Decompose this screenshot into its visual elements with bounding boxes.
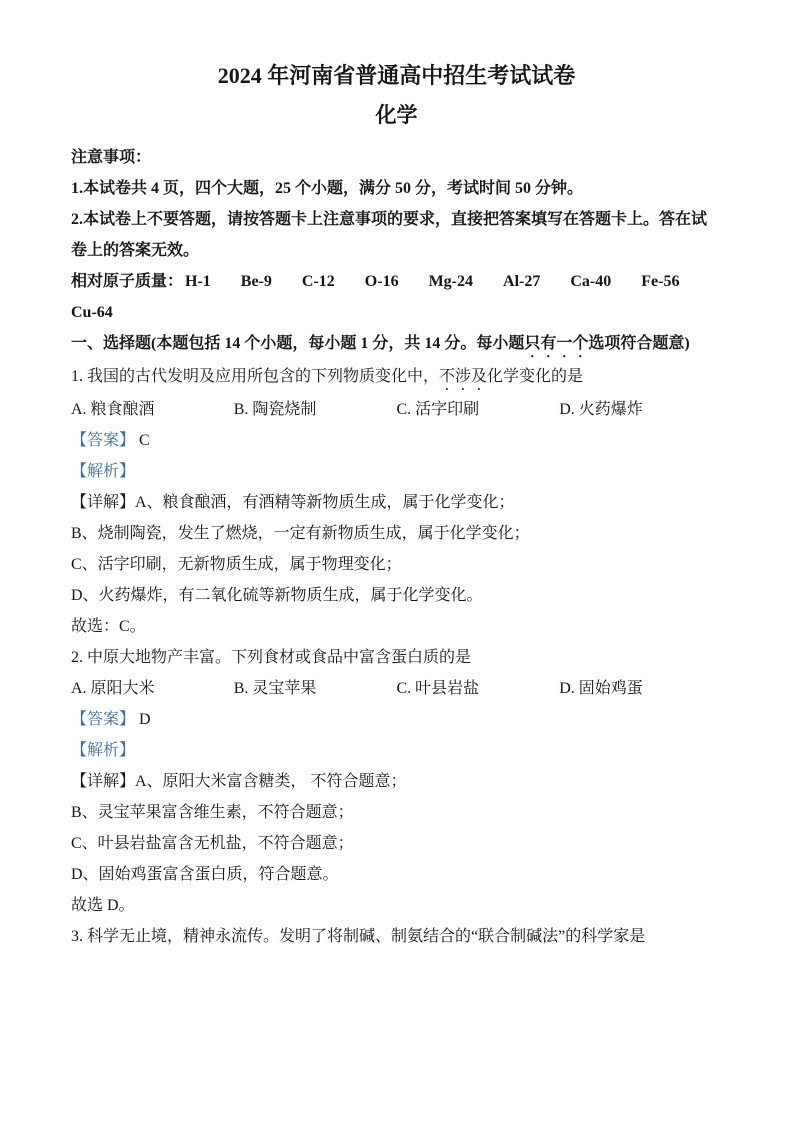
question-2-detail-line: 【详解】A、原阳大米富含糖类， 不符合题意； (71, 773, 407, 790)
question-1-option-c: C. 活字印刷 (396, 401, 480, 418)
question-1-detail-line: 【详解】A、粮食酿酒，有酒精等新物质生成，属于化学变化； (71, 494, 515, 511)
question-2-answer-value: D (139, 711, 151, 728)
question-1-detail-line: B、烧制陶瓷，发生了燃烧，一定有新物质生成，属于化学变化； (71, 525, 530, 542)
atomic-mass-value: Mg-24 (428, 273, 474, 290)
question-2-detail-line: C、叶县岩盐富含无机盐，不符合题意； (71, 835, 354, 852)
question-2-option-d: D. 固始鸡蛋 (559, 680, 643, 697)
answer-marker: 【答案】 (71, 711, 136, 728)
question-1-detail-line: D、火药爆炸，有二氧化硫等新物质生成，属于化学变化。 (71, 587, 483, 604)
question-2-answer-line (71, 704, 722, 735)
question-2-option-a: A. 原阳大米 (71, 680, 155, 697)
atomic-mass-value: O-16 (364, 273, 399, 290)
exam-title: 2024 年河南省普通高中招生考试试卷 (217, 63, 576, 88)
atomic-mass-row (71, 266, 722, 297)
question-2-conclusion: 故选 D。 (71, 897, 135, 914)
question-1-stem-emphasized: 不涉及 (439, 368, 488, 385)
atomic-mass-value: Al-27 (503, 273, 541, 290)
atomic-mass-value: Be-9 (240, 273, 272, 290)
section-header-prefix: 一、选择题(本题包括 14 个小题，每小题 1 分，共 14 分。每小题 (71, 335, 525, 352)
answer-marker: 【答案】 (71, 432, 136, 449)
question-1-detail-line: C、活字印刷，无新物质生成，属于物理变化； (71, 556, 402, 573)
question-2-option-b: B. 灵宝苹果 (233, 680, 317, 697)
exam-subject: 化学 (375, 103, 418, 127)
question-1-answer-line (71, 425, 722, 456)
notice-item-2: 2.本试卷上不要答题，请按答题卡上注意事项的要求，直接把答案填写在答题卡上。答在试卷上的答案无效。 (71, 211, 708, 259)
question-2-detail-line: D、固始鸡蛋富含蛋白质，符合题意。 (71, 866, 339, 883)
question-2-option-c: C. 叶县岩盐 (396, 680, 480, 697)
question-1-answer-value: C (139, 432, 150, 449)
section-header-suffix: 选项符合题意) (588, 335, 690, 352)
atomic-mass-value: C-12 (301, 273, 335, 290)
notice-item-1: 1.本试卷共 4 页，四个大题，25 个小题，满分 50 分，考试时间 50 分钟。 (71, 180, 584, 197)
atomic-mass-value: H-1 (185, 273, 211, 290)
question-1-conclusion: 故选：C。 (71, 618, 146, 635)
question-1-stem-prefix: 1. 我国的古代发明及应用所包含的下列物质变化中， (71, 368, 440, 385)
section-header-emphasized: 只有一个 (524, 335, 589, 352)
question-1-analysis-marker: 【解析】 (71, 463, 136, 480)
atomic-mass-value: Fe-56 (641, 273, 680, 290)
section-1-header (71, 328, 722, 361)
atomic-mass-value: Ca-40 (570, 273, 612, 290)
question-1-option-b: B. 陶瓷烧制 (233, 401, 317, 418)
question-3-stem: 3. 科学无止境，精神永流传。发明了将制碱、制氨结合的“联合制碱法”的科学家是 (71, 928, 646, 945)
atomic-mass-label: 相对原子质量： (71, 273, 184, 290)
question-1-option-d: D. 火药爆炸 (559, 401, 643, 418)
notice-heading: 注意事项： (71, 149, 152, 166)
question-1-options-row (71, 394, 722, 425)
question-2-options-row (71, 673, 722, 704)
question-1-stem (71, 361, 722, 394)
question-2-detail-line: B、灵宝苹果富含维生素，不符合题意； (71, 804, 354, 821)
question-1-option-a: A. 粮食酿酒 (71, 401, 155, 418)
question-2-stem: 2. 中原大地物产丰富。下列食材或食品中富含蛋白质的是 (71, 649, 472, 666)
question-1-stem-suffix: 化学变化的是 (487, 368, 584, 385)
question-2-analysis-marker: 【解析】 (71, 742, 136, 759)
atomic-mass-overflow-value: Cu-64 (71, 304, 113, 321)
